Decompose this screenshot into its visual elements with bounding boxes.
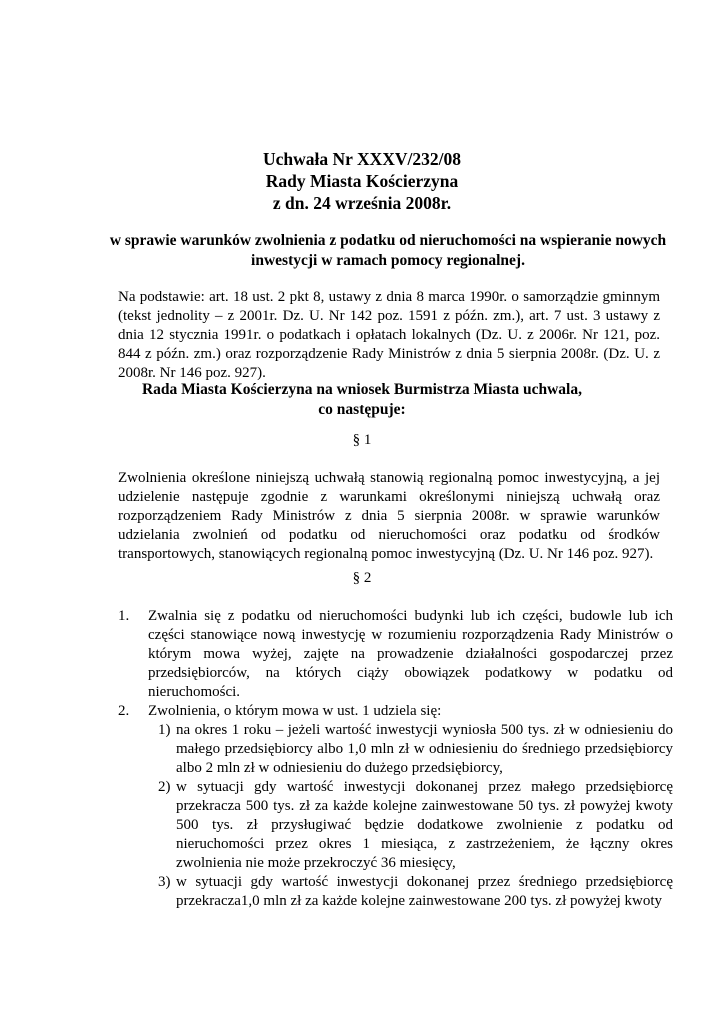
sub-list-item <box>148 778 673 873</box>
list-item <box>118 607 673 702</box>
section-2-list <box>118 607 673 911</box>
legal-basis-paragraph: Na podstawie: art. 18 ust. 2 pkt 8, ustawy z dnia 8 marca 1990r. o samorządzie gminnym (tekst jednolity – z 2001r. Dz. U. Nr 142 poz. 1591 z późn. zm.), art. 7 ust. 3 ustawy z dnia 12 stycznia 1991r. o podatkach i opłatach lokalnych (Dz. U. z 2006r. Nr 121, poz. 844 z późn. zm.) oraz rozporządzenie Rady Ministrów z dnia 5 sierpnia 2008r. (Dz. U. z 2008r. Nr 146 poz. 927). <box>118 289 660 381</box>
sub-list <box>148 721 673 911</box>
list-item-number: 2. <box>118 703 130 719</box>
decree-line-1: Rada Miasta Kościerzyna na wniosek Burmistrza Miasta uchwala, <box>141 381 582 398</box>
list-item-text: Zwolnienia, o którym mowa w ust. 1 udziela się: <box>148 703 442 719</box>
sub-list-item <box>148 721 673 778</box>
resolution-title <box>0 148 724 214</box>
sub-list-item-number: 1) <box>158 722 171 738</box>
council-name: Rady Miasta Kościerzyna <box>265 171 459 191</box>
sub-list-item-text: w sytuacji gdy wartość inwestycji dokonanej przez średniego przedsiębiorcę przekracza1,0 mln zł za każde kolejne zainwestowane 200 tys. zł powyżej kwoty <box>176 874 673 909</box>
section-1-paragraph: Zwolnienia określone niniejszą uchwałą stanowią regionalną pomoc inwestycyjną, a jej udzielenie następuje zgodnie z warunkami określonymi niniejszą uchwałą oraz rozporządzeniem Rady Ministrów z dnia 5 sierpnia 2008r. w sprawie warunków udzielania zwolnień od podatku od nieruchomości oraz podatku od środków transportowych, stanowiących regionalną pomoc inwestycyjną (Dz. U. Nr 146 poz. 927). <box>118 470 660 562</box>
resolution-subject: w sprawie warunków zwolnienia z podatku od nieruchomości na wspieranie nowych inwestycji w ramach pomocy regionalnej. <box>109 232 667 269</box>
resolution-number: Uchwała Nr XXXV/232/08 <box>262 149 461 169</box>
sub-list-item-text: na okres 1 roku – jeżeli wartość inwestycji wyniosła 500 tys. zł w odniesieniu do małego przedsiębiorcy albo 1,0 mln zł w odniesieniu do średniego przedsiębiorcy albo 2 mln zł w odniesieniu do dużego przedsiębiorcy, <box>176 722 673 776</box>
sub-list-item-text: w sytuacji gdy wartość inwestycji dokonanej przez małego przedsiębiorcę przekracza 500 tys. zł za każde kolejne zainwestowane 50 tys. zł powyżej kwoty 500 tys. zł przysługiwać będzie dodatkowe zwolnienie z podatku od nieruchomości przez okres 1 miesiąca, z zastrzeżeniem, że łączny okres zwolnienia nie może przekroczyć 36 miesięcy, <box>176 779 673 871</box>
sub-list-item-number: 3) <box>158 874 171 890</box>
list-item <box>118 702 673 911</box>
list-item-text: Zwalnia się z podatku od nieruchomości budynki lub ich części, budowle lub ich części stanowiące nową inwestycję w rozumieniu rozporządzenia Rady Ministrów o którym mowa wyżej, zajęte na prowadzenie działalności gospodarczej przez przedsiębiorców, na których ciąży obowiązek podatkowy w podatku od nieruchomości. <box>148 608 673 700</box>
section-2-mark: § 2 <box>352 570 372 586</box>
decree-line-2: co następuje: <box>318 401 406 418</box>
resolution-date: z dn. 24 września 2008r. <box>272 193 452 213</box>
section-1-mark: § 1 <box>352 432 372 448</box>
sub-list-item-number: 2) <box>158 779 171 795</box>
sub-list-item <box>148 873 673 911</box>
list-item-number: 1. <box>118 608 130 624</box>
decree-statement <box>0 380 724 420</box>
